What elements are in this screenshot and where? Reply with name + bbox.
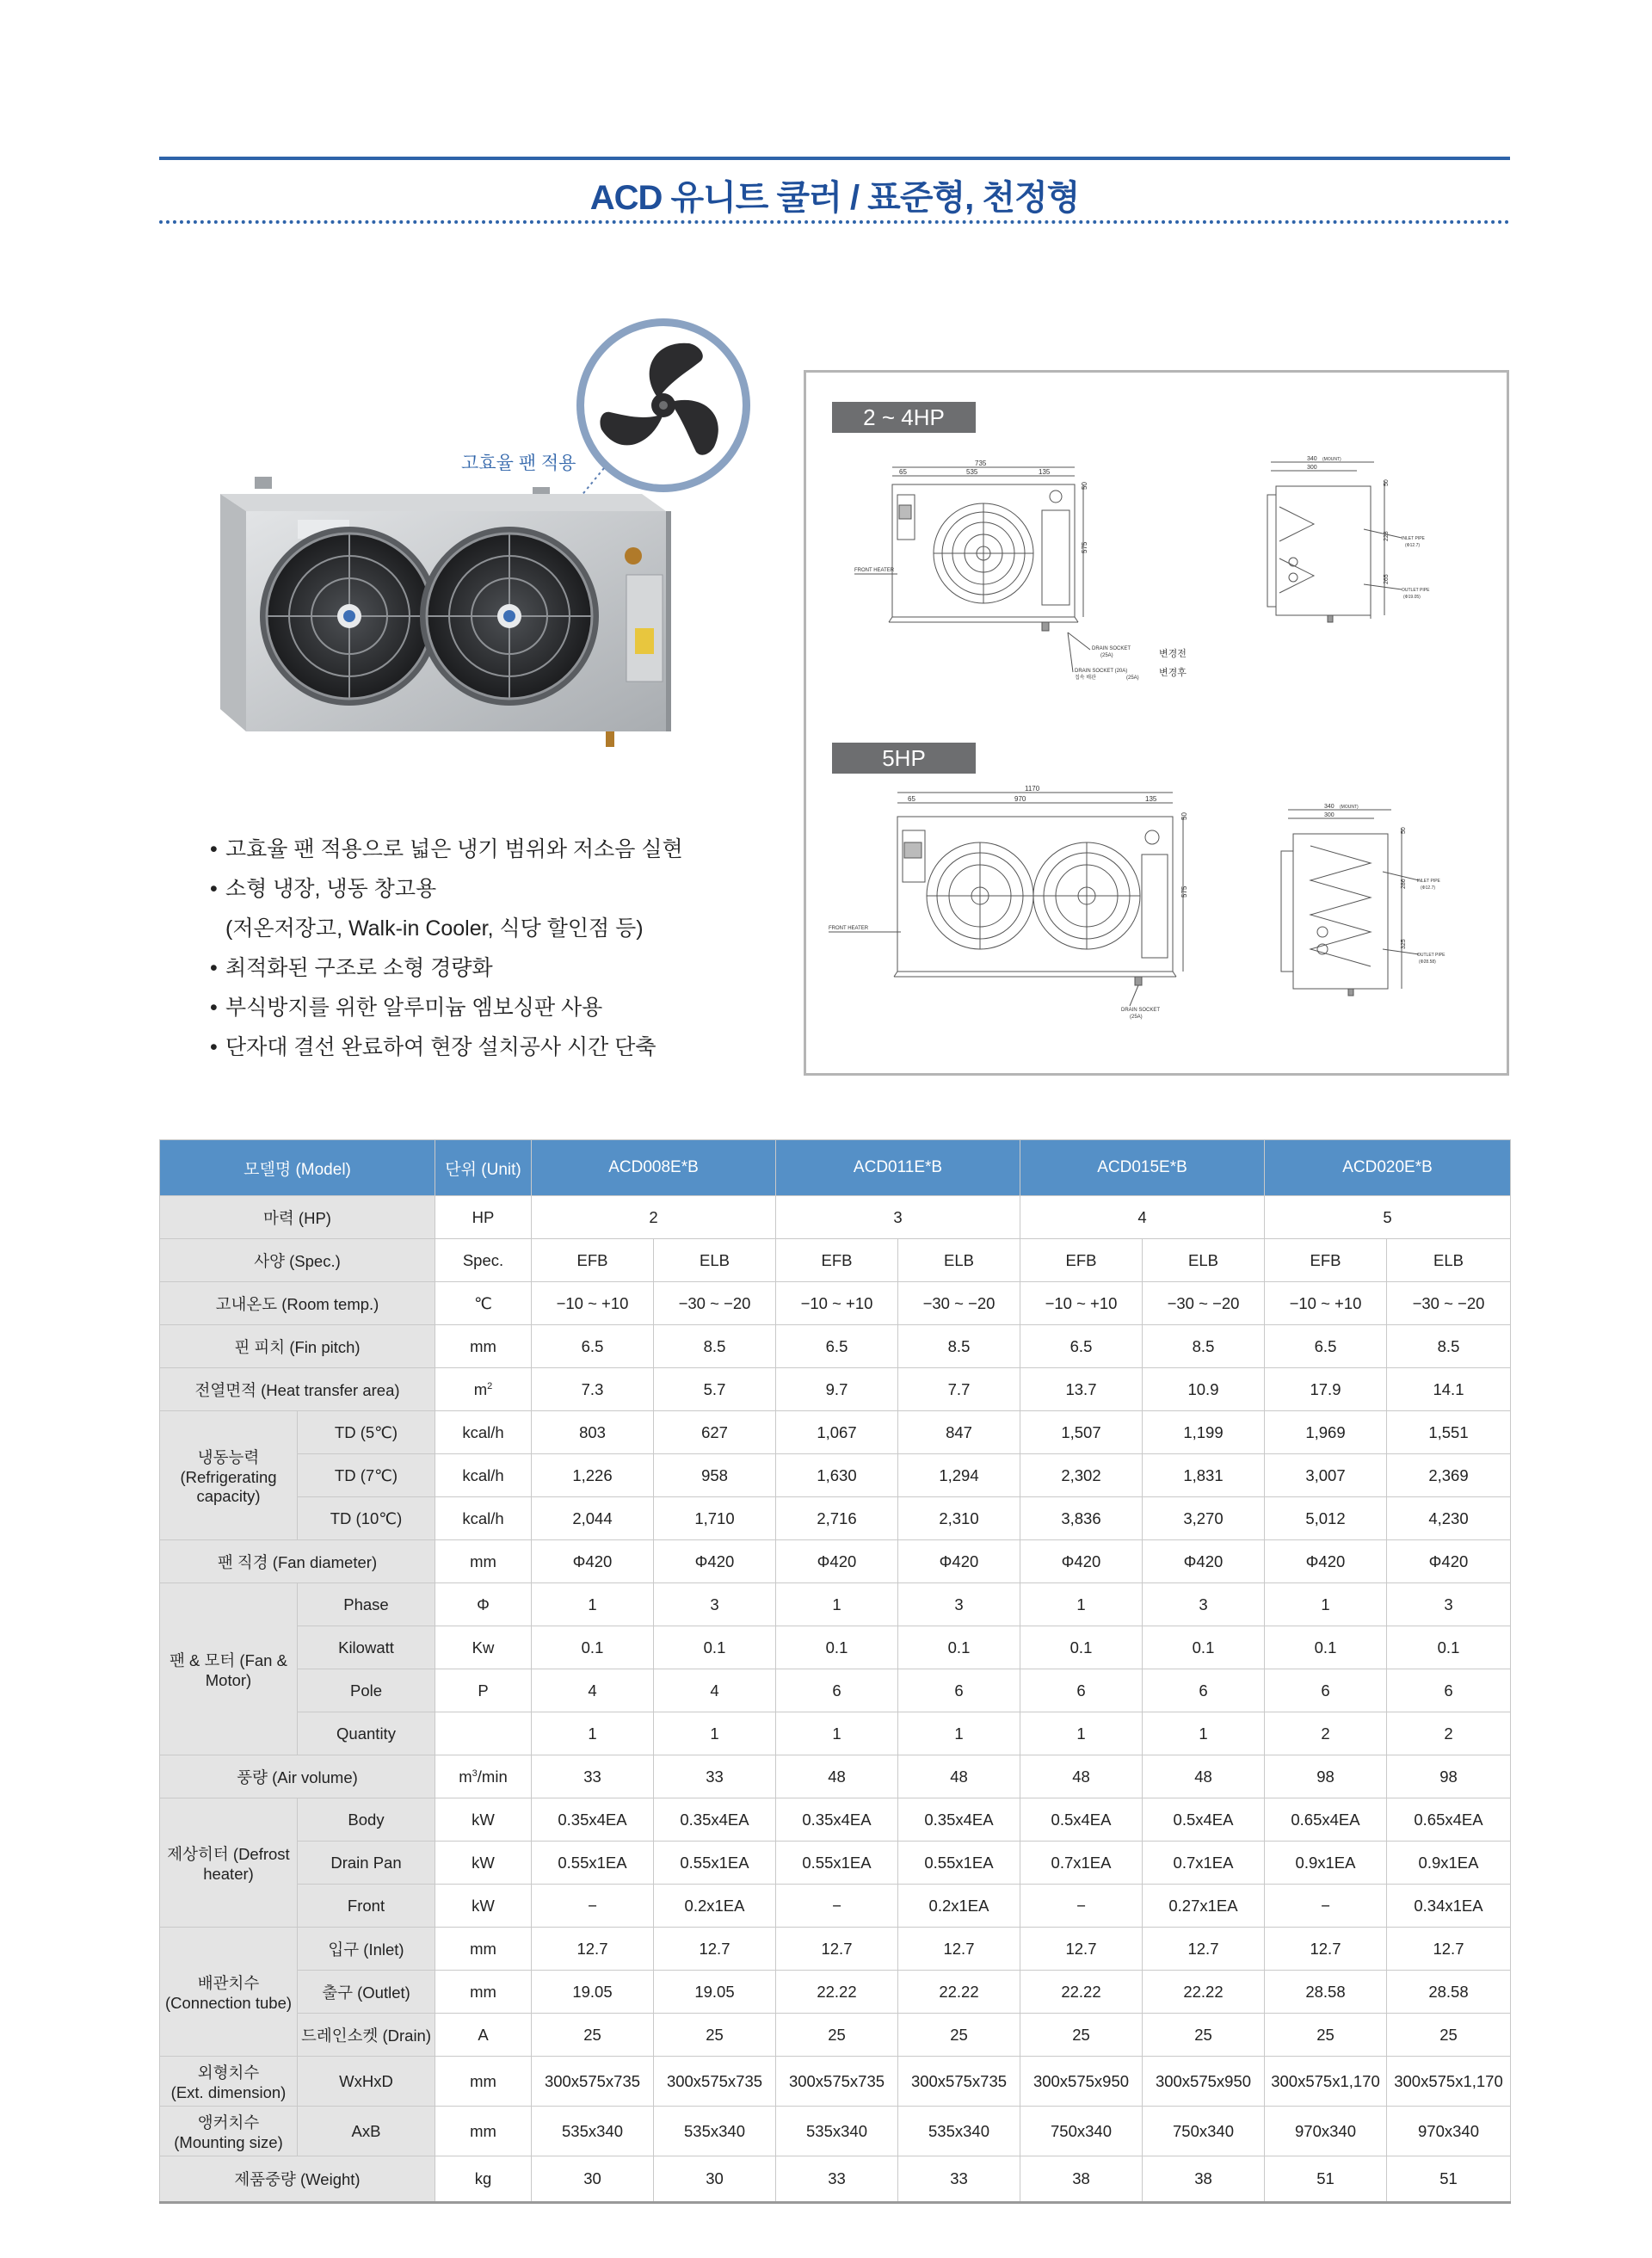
svg-text:340: 340 [1307,456,1317,462]
table-row-fan-diameter: 팬 직경 (Fan diameter) mm Φ420 Φ420 Φ420 Φ420 Φ420 Φ420 Φ420 Φ420 [160,1540,1511,1583]
svg-text:735: 735 [975,460,987,467]
svg-text:265: 265 [1384,574,1390,584]
svg-text:50: 50 [1401,827,1407,834]
drawing-tag-2-4hp: 2 ~ 4HP [832,402,976,433]
svg-text:(Φ28.58): (Φ28.58) [1419,959,1436,965]
svg-text:135: 135 [1145,795,1157,803]
svg-text:FRONT HEATER: FRONT HEATER [854,568,895,573]
svg-text:(Φ12.7): (Φ12.7) [1405,543,1421,548]
title-bar [159,157,1510,224]
table-row-fan-quantity: Quantity 1 1 1 1 1 1 2 2 [160,1712,1511,1755]
svg-text:INLET PIPE: INLET PIPE [1402,536,1425,541]
feature-item: • 부식방지를 위한 알루미늄 엠보싱판 사용 [210,996,603,1020]
svg-text:DRAIN SOCKET (20A): DRAIN SOCKET (20A) [1075,669,1128,674]
table-row-spec: 사양 (Spec.) Spec. EFB ELB EFB ELB EFB ELB EFB ELB [160,1239,1511,1282]
table-row-heat-area: 전열면적 (Heat transfer area) $m^2$ 7.3 5.7 9.7 7.7 13.7 10.9 17.9 14.1 [160,1368,1511,1411]
svg-text:50: 50 [1180,812,1188,820]
svg-text:135: 135 [1039,468,1051,476]
svg-text:(25A): (25A) [1126,676,1139,681]
table-row-ext-dimension: 외형치수 (Ext. dimension) WxHxD mm 300x575x735 300x575x735 300x575x735 300x575x735 300x575x950 300x575x950 300x575x1,170 300x575x1,170 [160,2057,1511,2107]
svg-text:(25A): (25A) [1100,653,1113,658]
svg-text:OUTLET PIPE: OUTLET PIPE [1417,953,1446,958]
table-row-fan-pole: Pole P 4 4 6 6 6 6 6 6 [160,1669,1511,1712]
table-row-refrig-td10: TD (10℃) kcal/h 2,044 1,710 2,716 2,310 3,836 3,270 5,012 4,230 [160,1497,1511,1540]
svg-text:575: 575 [1180,885,1188,898]
feature-item: • 고효율 팬 적용으로 넓은 냉기 범위와 저소음 실현 [210,837,683,861]
header-model-4: ACD020E*B [1265,1140,1511,1196]
table-row-conn-outlet: 출구 (Outlet) mm 19.05 19.05 22.22 22.22 22.22 22.22 28.58 28.58 [160,1971,1511,2014]
svg-text:65: 65 [908,795,915,803]
svg-text:(25A): (25A) [1130,1015,1143,1020]
svg-text:286: 286 [1401,879,1407,889]
svg-text:50: 50 [1384,479,1390,486]
header-model-1: ACD008E*B [532,1140,776,1196]
header-model-2: ACD011E*B [776,1140,1020,1196]
unit-cooler-photo [194,477,681,752]
drawing-5hp-front [829,786,1207,1035]
svg-text:(MOUNT): (MOUNT) [1340,805,1359,810]
feature-item: • 최적화된 구조로 소형 경량화 [210,956,493,980]
table-row-fan-phase: 팬 & 모터 (Fan & Motor) Phase Φ 1 3 1 3 1 3 1 3 [160,1583,1511,1626]
svg-text:INLET PIPE: INLET PIPE [1417,879,1440,884]
feature-item: (저온저장고, Walk-in Cooler, 식당 할인점 등) [225,916,644,941]
drawing-2-4hp-side [1254,455,1443,662]
svg-text:DRAIN SOCKET: DRAIN SOCKET [1092,646,1131,651]
table-row-refrig-td7: TD (7℃) kcal/h 1,226 958 1,630 1,294 2,302 1,831 3,007 2,369 [160,1454,1511,1497]
svg-text:1170: 1170 [1025,786,1040,793]
header-model: 모델명 (Model) [160,1140,435,1196]
svg-text:접속 배관: 접속 배관 [1075,676,1096,681]
table-row-room-temp: 고내온도 (Room temp.) ℃ −10 ~ +10 −30 ~ −20 −10 ~ +10 −30 ~ −20 −10 ~ +10 −30 ~ −20 −10 ~ +10 −30 ~ −20 [160,1282,1511,1325]
svg-text:228: 228 [1384,531,1390,541]
table-header-row [160,1140,1511,1196]
table-row-fin-pitch: 핀 피치 (Fin pitch) mm 6.5 8.5 6.5 8.5 6.5 8.5 6.5 8.5 [160,1325,1511,1368]
svg-text:65: 65 [899,468,907,476]
fan-callout-label: 고효율 팬 적용 [461,453,576,473]
svg-text:970: 970 [1014,795,1026,803]
svg-text:(MOUNT): (MOUNT) [1322,457,1341,462]
spec-table [159,1139,1511,2204]
table-row-defrost-body: 제상히터 (Defrost heater) Body kW 0.35x4EA 0.35x4EA 0.35x4EA 0.35x4EA 0.5x4EA 0.5x4EA 0.65x4EA 0.65x4EA [160,1798,1511,1842]
svg-text:535: 535 [966,468,978,476]
svg-text:340: 340 [1324,804,1335,810]
svg-text:FRONT HEATER: FRONT HEATER [829,926,869,931]
table-row-conn-inlet: 배관치수 (Connection tube) 입구 (Inlet) mm 12.7 12.7 12.7 12.7 12.7 12.7 12.7 12.7 [160,1928,1511,1971]
svg-text:DRAIN SOCKET: DRAIN SOCKET [1121,1008,1161,1013]
svg-text:OUTLET PIPE: OUTLET PIPE [1402,588,1430,593]
header-unit: 단위 (Unit) [435,1140,532,1196]
svg-text:변경후: 변경후 [1159,668,1187,678]
table-row-air-volume: 풍량 (Air volume) $m^3/\min$ 33 33 48 48 48 48 98 98 [160,1755,1511,1798]
svg-text:575: 575 [1081,541,1088,553]
drawing-2-4hp-drain-notes [1064,631,1236,700]
page-title: ACD 유니트 쿨러 / 표준형, 천정형 [589,179,1080,217]
feature-list [210,830,683,1067]
header-model-3: ACD015E*B [1020,1140,1265,1196]
table-row-hp: 마력 (HP) HP 2 3 4 5 [160,1196,1511,1239]
feature-item: • 단자대 결선 완료하여 현장 설치공사 시간 단축 [210,1035,656,1059]
svg-text:50: 50 [1081,482,1088,490]
table-row-mounting-size: 앵커치수 (Mounting size) AxB mm 535x340 535x340 535x340 535x340 750x340 750x340 970x340 970x340 [160,2107,1511,2156]
drawing-2-4hp-front [854,459,1104,657]
svg-text:300: 300 [1307,465,1317,471]
top-rule [159,157,1510,160]
table-row-fan-kilowatt: Kilowatt Kw 0.1 0.1 0.1 0.1 0.1 0.1 0.1 0.1 [160,1626,1511,1669]
dotted-rule [159,220,1510,224]
svg-text:325: 325 [1401,939,1407,949]
table-row-weight: 제품중량 (Weight) kg 30 30 33 33 38 38 51 51 [160,2156,1511,2203]
svg-text:(Φ19.05): (Φ19.05) [1403,595,1421,600]
table-row-refrig-td5: 냉동능력 (Refrigerating capacity) TD (5℃) kcal/h 803 627 1,067 847 1,507 1,199 1,969 1,551 [160,1411,1511,1454]
drawing-5hp-side [1271,803,1460,1018]
svg-text:(Φ12.7): (Φ12.7) [1421,885,1436,891]
drawing-tag-5hp: 5HP [832,743,976,774]
svg-text:300: 300 [1324,812,1335,818]
table-row-conn-drain: 드레인소켓 (Drain) A 25 25 25 25 25 25 25 25 [160,2014,1511,2057]
table-row-defrost-drain-pan: Drain Pan kW 0.55x1EA 0.55x1EA 0.55x1EA 0.55x1EA 0.7x1EA 0.7x1EA 0.9x1EA 0.9x1EA [160,1842,1511,1885]
svg-text:변경전: 변경전 [1159,649,1187,659]
feature-item: • 소형 냉장, 냉동 창고용 [210,877,437,901]
technical-drawings-panel [804,370,1509,1076]
table-row-defrost-front: Front kW − 0.2x1EA − 0.2x1EA − 0.27x1EA − 0.34x1EA [160,1885,1511,1928]
